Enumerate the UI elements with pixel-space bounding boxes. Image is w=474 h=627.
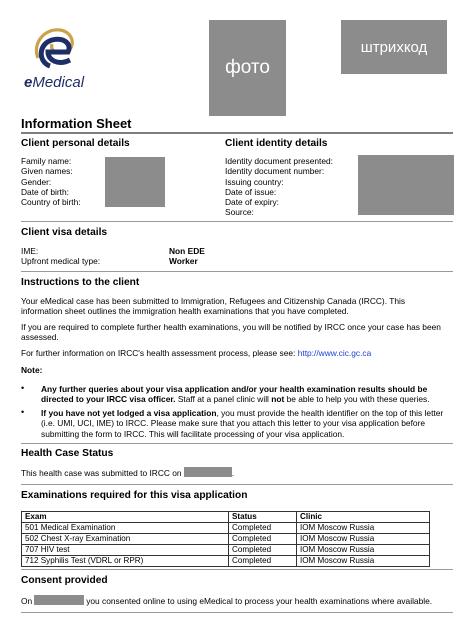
health-case-heading: Health Case Status bbox=[21, 448, 114, 459]
exams-heading: Examinations required for this visa application bbox=[21, 490, 248, 501]
status-cell: Completed bbox=[229, 523, 297, 534]
wordmark-e: e bbox=[24, 74, 33, 91]
health-case-date-redaction bbox=[184, 467, 235, 478]
instructions-p3-text: For further information on IRCC's health assessment process, please see: bbox=[21, 348, 298, 358]
divider bbox=[21, 484, 453, 485]
visa-heading: Client visa details bbox=[21, 227, 108, 238]
title-rule bbox=[21, 132, 453, 134]
instructions-p3 bbox=[21, 348, 451, 358]
identity-field: Issuing country: bbox=[225, 176, 284, 187]
table-row bbox=[22, 545, 430, 556]
identity-field: Identity document number: bbox=[225, 166, 325, 177]
consent-text bbox=[21, 595, 432, 606]
health-case-before: This health case was submitted to IRCC on bbox=[21, 468, 184, 478]
clinic-cell: IOM Moscow Russia bbox=[297, 523, 430, 534]
identity-field: Date of issue: bbox=[225, 186, 277, 197]
bullet-dot: • bbox=[21, 407, 25, 417]
emedical-logo bbox=[22, 22, 102, 98]
exam-cell: 501 Medical Examination bbox=[22, 523, 229, 534]
visa-value: Non EDE bbox=[169, 246, 205, 256]
table-row bbox=[22, 523, 430, 534]
visa-label: IME: bbox=[21, 246, 39, 256]
bullet-2 bbox=[41, 408, 446, 439]
clinic-cell: IOM Moscow Russia bbox=[297, 534, 430, 545]
clinic-cell: IOM Moscow Russia bbox=[297, 545, 430, 556]
exam-cell: 502 Chest X-ray Examination bbox=[22, 534, 229, 545]
divider bbox=[21, 569, 453, 570]
personal-redaction bbox=[105, 157, 165, 207]
emedical-wordmark bbox=[24, 74, 84, 91]
col-clinic: Clinic bbox=[297, 512, 430, 523]
personal-field: Country of birth: bbox=[21, 197, 81, 208]
personal-heading: Client personal details bbox=[21, 138, 130, 149]
page-title: Information Sheet bbox=[21, 116, 132, 131]
cic-link[interactable]: http://www.cic.gc.ca bbox=[297, 348, 372, 358]
emedical-logo-mark bbox=[30, 22, 80, 74]
bullet-1-bold: Any further queries about your visa application and/or your health examination results should be directed to your IRCC visa officer. bbox=[41, 384, 428, 405]
status-cell: Completed bbox=[229, 534, 297, 545]
instructions-p2: If you are required to complete further health examinations, you will be notified by IRCC once your case has been assessed. bbox=[21, 322, 441, 343]
visa-label: Upfront medical type: bbox=[21, 256, 101, 266]
visa-value: Worker bbox=[169, 256, 198, 266]
bullet-2-bold: If you have not yet lodged a visa application bbox=[41, 408, 217, 418]
instructions-p1: Your eMedical case has been submitted to Immigration, Refugees and Citizenship Canada (IRCC). This information sheet outlines the immigration health examinations that you have completed. bbox=[21, 296, 406, 317]
status-cell: Completed bbox=[229, 556, 297, 567]
bullet-1-rest-a: Staff at a panel clinic will bbox=[175, 394, 272, 405]
personal-fields bbox=[21, 156, 81, 207]
identity-heading: Client identity details bbox=[225, 138, 328, 149]
barcode-label: штрихкод bbox=[360, 38, 428, 56]
personal-field: Gender: bbox=[21, 176, 52, 187]
barcode-box bbox=[341, 20, 447, 74]
bullet-1-rest-b: be able to help you with these queries. bbox=[284, 394, 430, 405]
identity-field: Date of expiry: bbox=[225, 197, 279, 208]
table-row bbox=[22, 556, 430, 567]
bullet-1-not: not bbox=[271, 394, 285, 405]
identity-field: Identity document presented: bbox=[225, 156, 334, 166]
bullet-2-rest: , you must provide the health identifier on the top of this letter (i.e. UMI, UCI, IME) to IRCC. Please make sure that you attach this letter to your visa application before submitting the form to IRCC. This will facilitate processing of your visa application. bbox=[41, 408, 444, 439]
consent-date-redaction bbox=[34, 595, 84, 605]
divider bbox=[21, 221, 453, 222]
col-exam: Exam bbox=[22, 512, 229, 523]
identity-fields bbox=[225, 156, 333, 218]
bullet-dot: • bbox=[21, 383, 25, 393]
health-case-text bbox=[21, 467, 234, 478]
consent-before: On bbox=[21, 596, 33, 606]
exam-cell: 707 HIV test bbox=[22, 545, 229, 556]
health-case-after: . bbox=[231, 468, 235, 478]
note-label: Note: bbox=[21, 365, 43, 375]
divider bbox=[21, 612, 453, 613]
photo-label: фото bbox=[225, 57, 270, 78]
personal-field: Date of birth: bbox=[21, 186, 69, 197]
status-cell: Completed bbox=[229, 545, 297, 556]
exams-header-row bbox=[22, 512, 430, 523]
table-row bbox=[22, 534, 430, 545]
identity-field: Source: bbox=[225, 207, 254, 218]
col-status: Status bbox=[229, 512, 297, 523]
instructions-heading: Instructions to the client bbox=[21, 277, 140, 288]
clinic-cell: IOM Moscow Russia bbox=[297, 556, 430, 567]
divider bbox=[21, 443, 453, 444]
consent-heading: Consent provided bbox=[21, 575, 108, 586]
divider bbox=[21, 271, 453, 272]
identity-redaction bbox=[358, 155, 454, 215]
personal-field: Family name: bbox=[21, 156, 72, 166]
exams-table bbox=[21, 511, 430, 567]
exam-cell: 712 Syphilis Test (VDRL or RPR) bbox=[22, 556, 229, 567]
photo-box bbox=[209, 20, 286, 116]
personal-field: Given names: bbox=[21, 166, 73, 177]
wordmark-rest: Medical bbox=[32, 74, 85, 91]
consent-after: you consented online to using eMedical to process your health examinations where available. bbox=[86, 596, 433, 606]
bullet-1 bbox=[41, 384, 446, 405]
